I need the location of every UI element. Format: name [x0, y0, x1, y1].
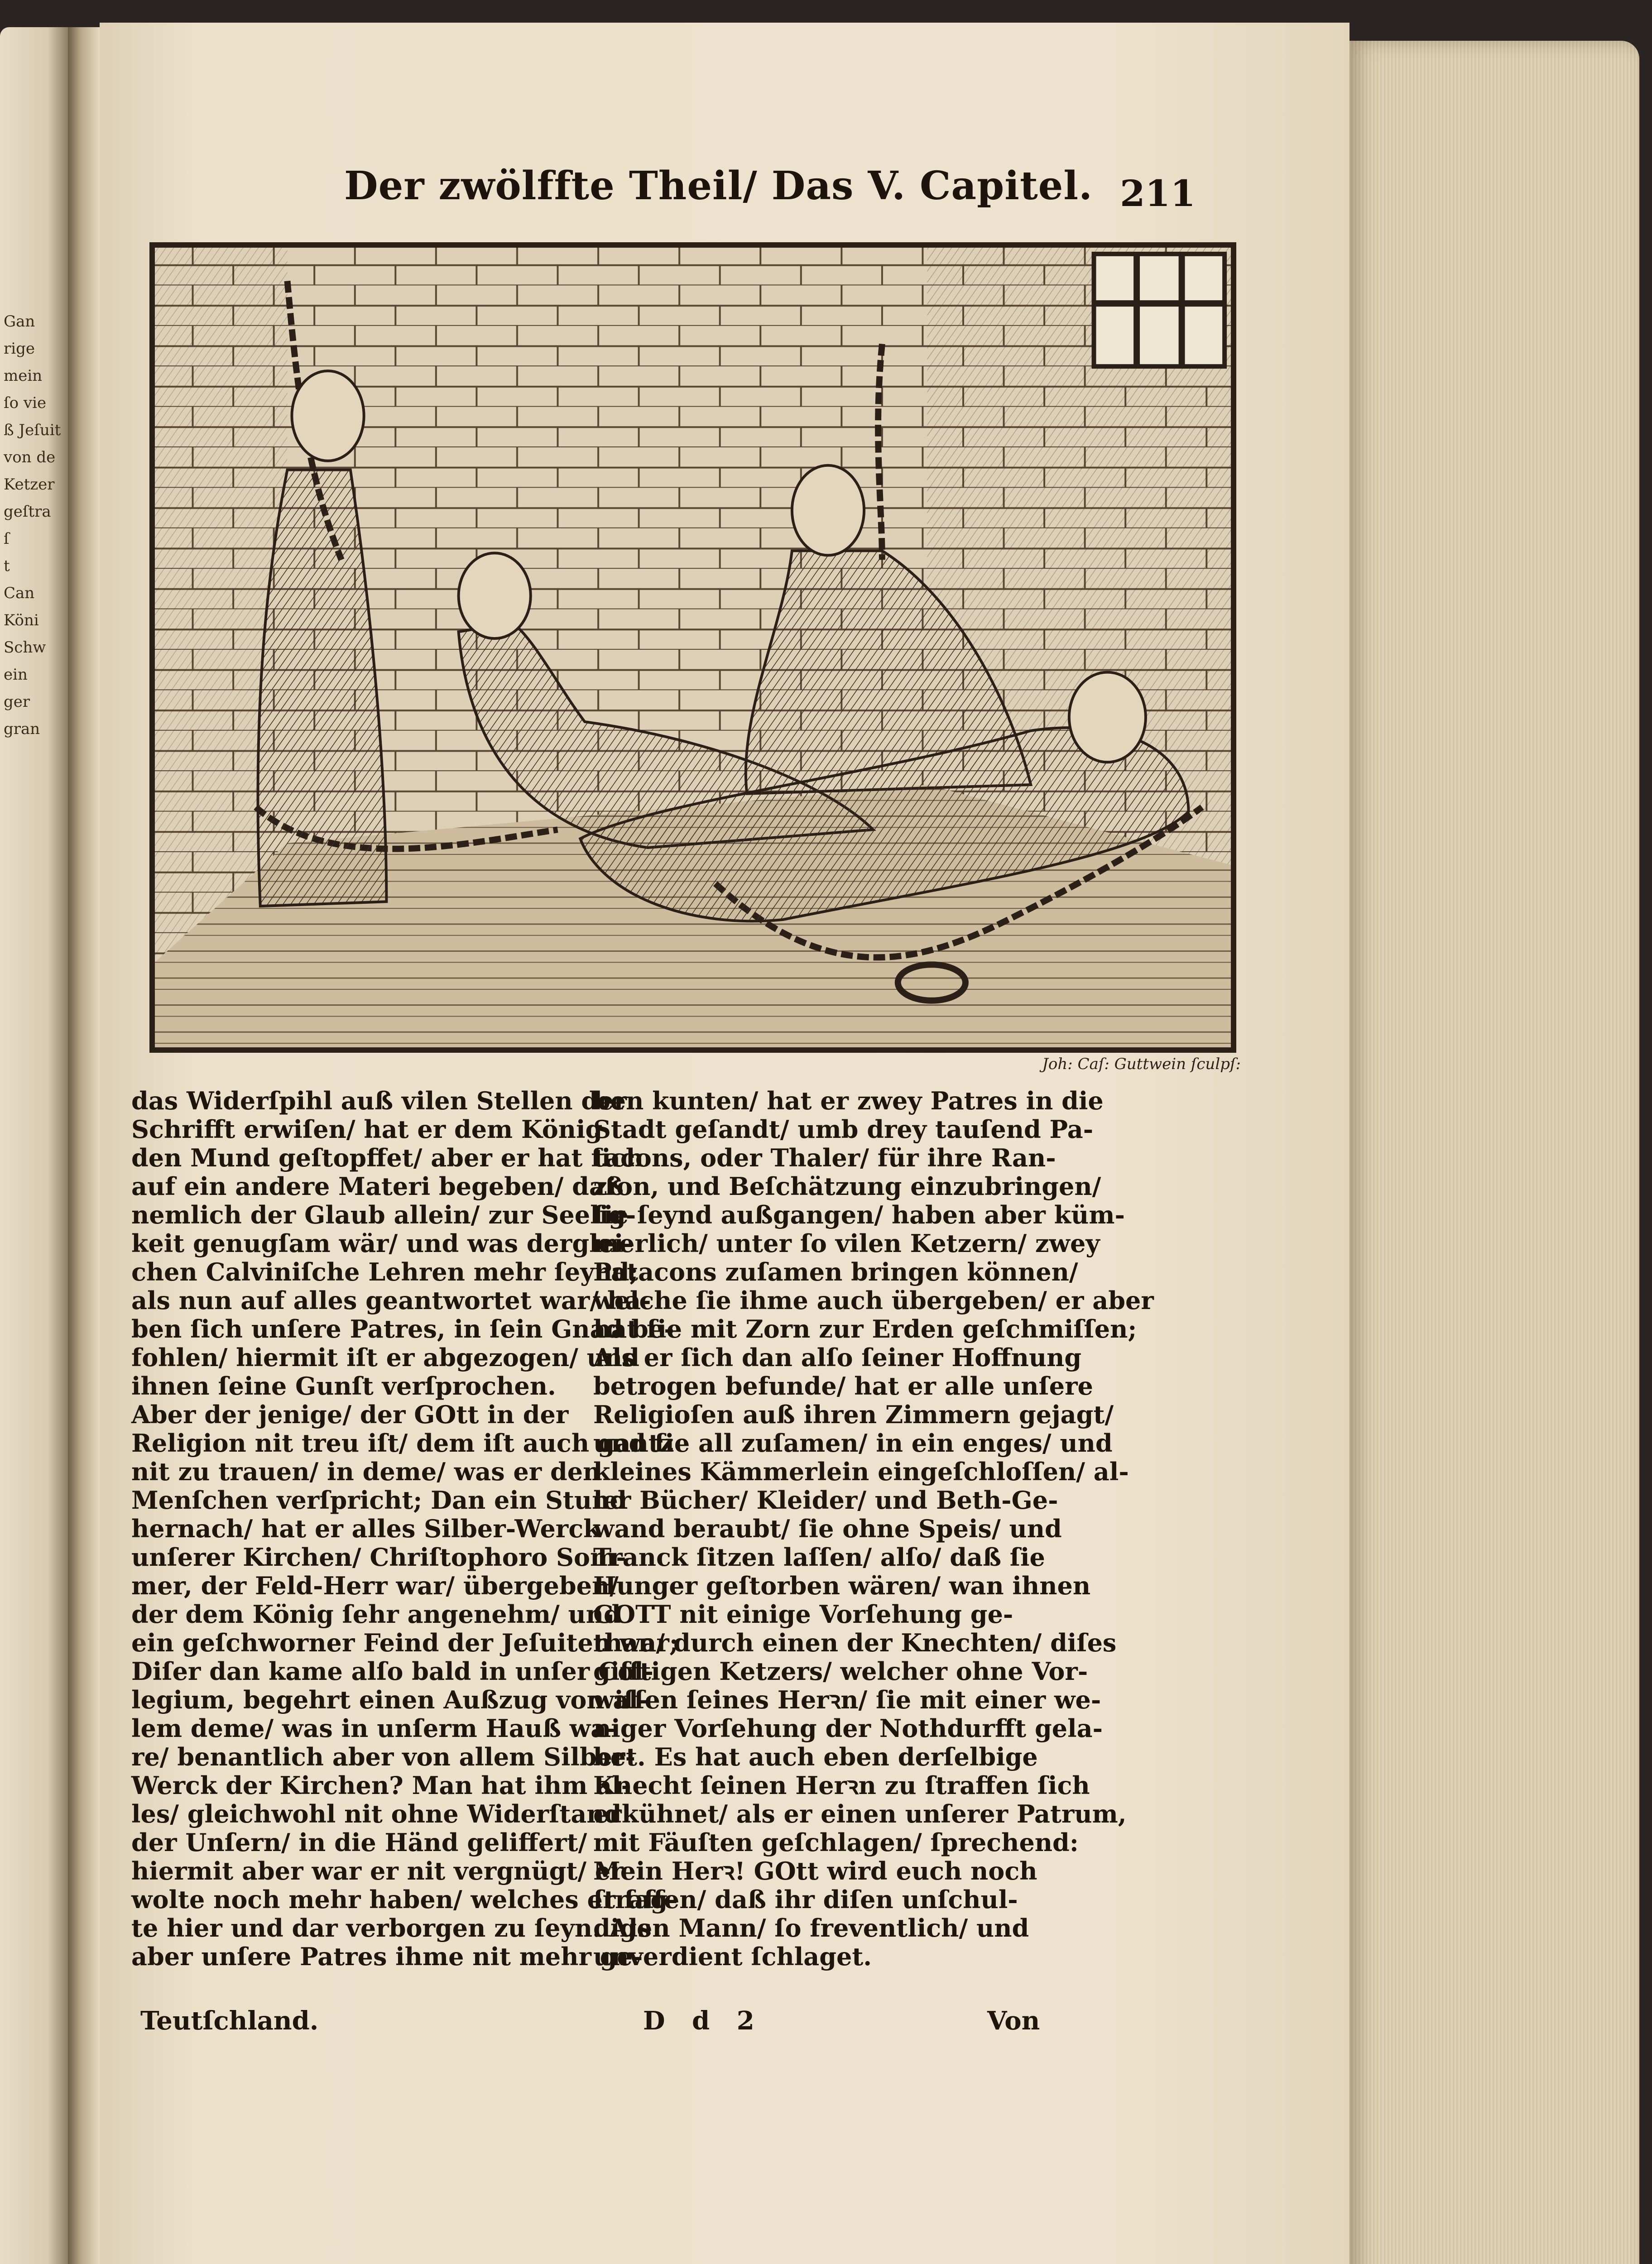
text-line: Diſer dan kame alſo bald in unſer Col-: [131, 1657, 653, 1686]
text-line: than/ durch einen der Knechten/ diſes: [593, 1628, 1117, 1657]
text-line: und ſie all zuſamen/ in ein enges/ und: [593, 1429, 1113, 1458]
text-line: wolte noch mehr haben/ welches er ſag-: [131, 1885, 678, 1914]
text-line: wand beraubt/ ſie ohne Speis/ und: [593, 1514, 1062, 1543]
text-line: Werck der Kirchen? Man hat ihm al-: [131, 1771, 632, 1800]
catchword-left: Teutſchland.: [140, 2006, 319, 2036]
text-line: digen Mann/ ſo freventlich/ und: [593, 1914, 1029, 1943]
text-line: Schrifft erwiſen/ hat er dem König: [131, 1115, 603, 1144]
text-line: tacons, oder Thaler/ für ihre Ran-: [593, 1143, 1056, 1172]
text-line: fohlen/ hiermit iſt er abgezogen/ und: [131, 1343, 639, 1372]
text-line: niger Vorſehung der Nothdurfft gela-: [593, 1714, 1103, 1743]
margin-fragment: t: [4, 557, 10, 575]
book-page: [100, 23, 1349, 2264]
text-line: zion, und Beſchätzung einzubringen/: [593, 1172, 1101, 1201]
margin-fragment: mein: [4, 367, 43, 385]
text-line: legium, begehrt einen Außzug von al-: [131, 1685, 648, 1714]
text-column-left: [131, 1086, 678, 1971]
text-line: Patacons zuſamen bringen können/: [593, 1257, 1078, 1286]
text-line: Aber der jenige/ der GOtt in der: [131, 1400, 569, 1429]
text-line: Stadt geſandt/ umb drey tauſend Pa-: [593, 1115, 1094, 1144]
text-line: Knecht ſeinen Herꝛn zu ſtraffen ſich: [593, 1771, 1090, 1800]
margin-fragment: Can: [4, 584, 35, 602]
text-line: merlich/ unter ſo vilen Ketzern/ zwey: [593, 1229, 1100, 1258]
text-line: unverdient ſchlaget.: [593, 1942, 872, 1971]
margin-fragment: Gan: [4, 312, 35, 331]
text-line: nemlich der Glaub allein/ zur Seelig-: [131, 1200, 636, 1229]
text-line: chen Calviniſche Lehren mehr ſeynd;: [131, 1257, 639, 1286]
text-line: te hier und dar verborgen zu ſeyn. Als: [131, 1914, 652, 1943]
book-gutter: [68, 27, 100, 2264]
text-line: ein geſchworner Feind der Jeſuiten war;: [131, 1628, 678, 1657]
margin-fragment: geſtra: [4, 503, 51, 521]
page-number: 211: [1120, 172, 1196, 215]
text-line: wiſſen ſeines Herꝛn/ ſie mit einer we-: [593, 1685, 1101, 1714]
text-line: ſtraffen/ daß ihr diſen unſchul-: [593, 1885, 1018, 1914]
text-line: unſerer Kirchen/ Chriſtophoro Som-: [131, 1543, 626, 1572]
text-line: hernach/ hat er alles Silber-Werck: [131, 1514, 600, 1543]
text-line: auf ein andere Materi begeben/ daß: [131, 1172, 624, 1201]
text-line: ihnen ſeine Gunſt verſprochen.: [131, 1372, 556, 1401]
text-line: welche ſie ihme auch übergeben/ er aber: [593, 1286, 1154, 1315]
text-line: Menſchen verſpricht; Dan ein Stund: [131, 1486, 627, 1515]
text-line: ler Bücher/ Kleider/ und Beth-Ge-: [593, 1486, 1058, 1515]
text-line: keit genugſam wär/ und was derglei-: [131, 1229, 634, 1258]
text-line: Religioſen auß ihren Zimmern gejagt/: [593, 1400, 1114, 1429]
text-line: betrogen befunde/ hat er alle unſere: [593, 1372, 1093, 1401]
margin-fragment: gran: [4, 720, 40, 738]
text-line: der Unſern/ in die Händ geliffert/: [131, 1828, 587, 1857]
text-line: erkühnet/ als er einen unſerer Patrum,: [593, 1799, 1127, 1828]
text-line: re/ benantlich aber von allem Silber-: [131, 1742, 635, 1771]
text-line: hiermit aber war er nit vergnügt/ er: [131, 1856, 624, 1885]
margin-fragment: ger: [4, 693, 30, 711]
prison-cell-engraving: [152, 245, 1234, 1050]
text-line: der dem König ſehr angenehm/ und: [131, 1600, 621, 1629]
text-column-right: [593, 1086, 1154, 1971]
text-line: als nun auf alles geantwortet war/ ha-: [131, 1286, 651, 1315]
text-line: Hunger geſtorben wären/ wan ihnen: [593, 1571, 1091, 1600]
text-line: Tranck ſitzen laſſen/ alſo/ daß ſie: [593, 1543, 1045, 1572]
text-line: hat ſie mit Zorn zur Erden geſchmiſſen;: [593, 1314, 1137, 1343]
margin-fragment: ß Jeſuit: [4, 421, 61, 439]
text-line: lem deme/ was in unſerm Hauß wa-: [131, 1714, 617, 1743]
text-line: Religion nit treu iſt/ dem iſt auch gantz: [131, 1429, 674, 1458]
text-line: aber unſere Patres ihme nit mehr ge-: [131, 1942, 643, 1971]
previous-page-edge: [0, 27, 68, 2264]
running-title: Der zwölffte Theil/ Das V. Capitel.: [344, 163, 1093, 209]
text-line: ſie ſeynd außgangen/ haben aber küm-: [593, 1200, 1125, 1229]
text-line: den Mund geſtopffet/ aber er hat ſich: [131, 1143, 644, 1172]
text-line: Als er ſich dan alſo ſeiner Hoffnung: [593, 1343, 1082, 1372]
margin-fragment: Köni: [4, 611, 39, 629]
margin-fragment: von de: [4, 448, 56, 466]
margin-fragment: ſo vie: [4, 394, 47, 412]
margin-fragment: ein: [4, 666, 28, 684]
text-line: gifftigen Ketzers/ welcher ohne Vor-: [593, 1657, 1088, 1686]
text-line: nit zu trauen/ in deme/ was er den: [131, 1457, 601, 1486]
margin-fragment: ſ: [4, 530, 10, 548]
margin-fragment: Ketzer: [4, 475, 55, 494]
text-line: bet. Es hat auch eben derſelbige: [593, 1742, 1038, 1771]
catchword-right: Von: [987, 2006, 1040, 2036]
margin-fragment: rige: [4, 340, 35, 358]
margin-fragment: Schw: [4, 638, 46, 657]
text-line: GOTT nit einige Vorſehung ge-: [593, 1600, 1013, 1629]
page-edges: [1349, 41, 1639, 2264]
signature-mark: D d 2: [643, 2006, 764, 2036]
text-line: les/ gleichwohl nit ohne Widerſtand: [131, 1799, 622, 1828]
previous-page-fragments: [4, 308, 61, 743]
text-line: Mein Herꝛ! GOtt wird euch noch: [593, 1856, 1037, 1885]
engraving-illustration: [149, 242, 1236, 1053]
text-line: mit Fäuſten geſchlagen/ ſprechend:: [593, 1828, 1079, 1857]
text-line: kleines Kämmerlein eingeſchloſſen/ al-: [593, 1457, 1129, 1486]
text-line: ben ſich unſere Patres, in ſein Gnad be-: [131, 1314, 674, 1343]
text-line: das Widerſpihl auß vilen Stellen der: [131, 1086, 627, 1115]
text-line: ben kunten/ hat er zwey Patres in die: [593, 1086, 1104, 1115]
text-line: mer, der Feld-Herr war/ übergeben/: [131, 1571, 619, 1600]
engraver-signature: Joh: Caſ: Guttwein ſculpſ:: [1042, 1055, 1241, 1073]
